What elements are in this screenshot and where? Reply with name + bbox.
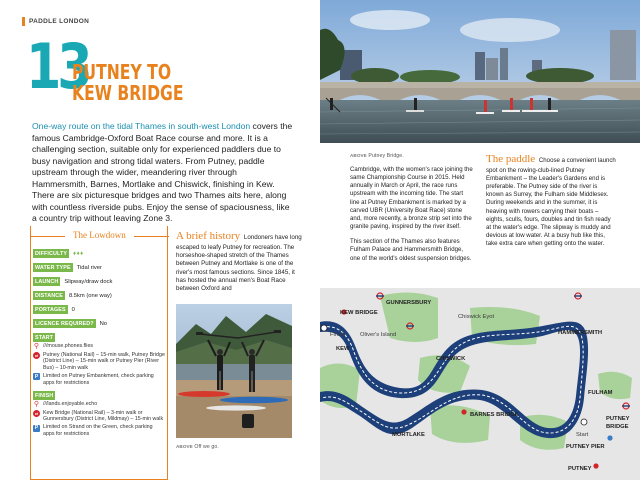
- finish-row: [33, 391, 55, 400]
- chapter-title-line1: PUTNEY TO: [72, 60, 172, 84]
- finish-tag: FINISH: [35, 392, 54, 399]
- map-label-finish: Finish: [330, 332, 346, 338]
- start-marker: [581, 419, 587, 425]
- rail-icon: [461, 409, 466, 414]
- lowdown-header: [31, 230, 169, 242]
- history-section: [176, 229, 304, 294]
- distance-row: [33, 291, 112, 300]
- start-item-text: ///mouse.phones.flies: [43, 343, 94, 349]
- finish-items: [33, 401, 165, 439]
- caption-text: Off we go.: [194, 444, 219, 450]
- parking-icon: P: [34, 424, 39, 431]
- map-label-putney: PUTNEY: [568, 466, 592, 472]
- portages-tag: PORTAGES: [35, 306, 66, 313]
- licence-row: [33, 319, 107, 328]
- intro-body: covers the famous Cambridge-Oxford Boat Race course and more. It is a challenging section, suitable only for experienced paddlers due to busy navigation and strong tidal waters. From Putney, paddle upstream through the wider, meandering river through Hammersmith, Barnes, Mortlake and Chiswick, finishing in Kew. There are six picturesque bridges and two Thames aits here, along with countless riverside pubs. Enjoy the sense of spaciousness, like a country trip without leaving Zone 3.: [32, 121, 293, 224]
- parking-icon: P: [34, 373, 39, 380]
- start-row: [33, 333, 55, 342]
- launch-value: Slipway/draw dock: [64, 278, 113, 285]
- finish-item-text: Kew Bridge (National Rail) – 3-min walk or Gunnersbury (District Line, Mildmay) – 15-min walk: [43, 409, 164, 423]
- caption-label: ABOVE: [176, 444, 193, 449]
- difficulty-icons: ♦♦♦: [73, 250, 84, 257]
- list-item: [33, 343, 165, 351]
- start-item-text: Putney (National Rail) – 15-min walk, Putney Bridge (District Line) – 15-min walk or Putney Pier (River Bus) – 10-min walk: [43, 351, 165, 372]
- water-type-value: Tidal river: [76, 264, 102, 271]
- map-label-fulham: FULHAM: [588, 390, 613, 396]
- paddlers-photo: [176, 304, 292, 438]
- distance-tag: DISTANCE: [35, 292, 63, 299]
- map-label-hammersmith: HAMMERSMITH: [558, 330, 603, 336]
- map-label-putney-bridge-1: PUTNEY: [606, 416, 630, 422]
- text-column-2: [486, 152, 616, 248]
- licence-value: No: [99, 320, 108, 327]
- list-item: [33, 424, 165, 438]
- list-item: [33, 401, 165, 409]
- difficulty-row: [33, 249, 84, 258]
- water-type-tag: WATER TYPE: [35, 264, 71, 271]
- paddle-text: Choose a convenient launch spot on the rowing-club-lined Putney Embankment – the Leader's Gardens end is preferable. The Putney side of the river is known as Surrey, the Fulham side Middlesex. During weekends and in the summer, it is heaving with rowers carrying their boats – eights, sculls, fours, doubles and tin fish ready at the water's edge. The slipway is muddy and devious at low water. At a busy hub like this, take extra care when getting onto the water.: [486, 157, 616, 248]
- portages-row: [33, 305, 75, 314]
- chapter-number: 13: [26, 30, 89, 103]
- caption-text: Putney Bridge.: [368, 153, 404, 159]
- start-items: [33, 343, 165, 387]
- launch-tag: LAUNCH: [35, 278, 59, 285]
- running-head: [22, 17, 89, 26]
- map-label-gunnersbury: GUNNERSBURY: [386, 300, 432, 306]
- start-item-text: Limited on Putney Embankment, check parking apps for restrictions: [43, 372, 154, 386]
- rail-icon: ⇄: [34, 410, 39, 416]
- history-text: Londoners have long escaped to leafy Putney for recreation. The horseshoe-shaped stretch of the Thames between Putney and Mortlake is one of the river's most famous sections. Since 1845, it has hosted the annual men's Boat Race between Oxford and: [176, 234, 302, 293]
- photo-caption-top: [350, 153, 404, 159]
- text-column-1: [350, 166, 474, 270]
- paddle-heading: The paddle: [486, 153, 536, 165]
- finish-item-text: Limited on Strand on the Green, check parking apps for restrictions: [43, 424, 153, 437]
- running-head-marker: [22, 17, 25, 26]
- map-label-chiswick-eyot: Chiswick Eyot: [458, 314, 495, 320]
- caption-label: ABOVE: [350, 153, 367, 158]
- distance-value: 8.5km (one way): [68, 292, 112, 299]
- list-item: [33, 410, 165, 424]
- rail-icon: ⇄: [34, 352, 39, 358]
- difficulty-tag: DIFFICULTY: [35, 250, 68, 257]
- finish-item-text: ///lands.enjoyable.echo: [43, 401, 98, 407]
- map-label-kew: KEW: [336, 346, 350, 352]
- rail-icon: [593, 463, 598, 468]
- lowdown-title: The Lowdown: [65, 230, 134, 240]
- finish-marker: [321, 325, 327, 331]
- launch-row: [33, 277, 112, 286]
- map-label-chiswick: CHISWICK: [436, 356, 466, 362]
- chapter-title: [72, 62, 184, 104]
- start-tag: START: [35, 334, 54, 341]
- map-label-barnes-bridge: BARNES BRIDGE: [470, 412, 519, 418]
- history-bridge-paragraph: This section of the Thames also features Fulham Palace and Hammersmith Bridge, one of the world's oldest suspension bridges.: [350, 238, 472, 262]
- running-head-text: PADDLE LONDON: [29, 18, 90, 25]
- map-label-mortlake: MORTLAKE: [392, 432, 425, 438]
- map-label-start: Start: [576, 432, 589, 438]
- licence-tag: LICENCE REQUIRED?: [35, 320, 94, 327]
- map-label-olivers-island: Oliver's Island: [360, 332, 397, 338]
- chapter-title-line2: KEW BRIDGE: [72, 81, 184, 106]
- map-label-putney-pier: PUTNEY PIER: [566, 444, 605, 450]
- pier-icon: [607, 435, 612, 440]
- map-label-kew-bridge: KEW BRIDGE: [340, 310, 378, 316]
- history-continued-paragraph: Cambridge, with the women's race joining the same Championship Course in 2015. Held annually in March or April, the race runs upstream with the incoming tide. The start line at Putney Embankment is marked by a carved UBR (University Boat Race) stone and, more recently, a bronze strip set into the granite paving, inspired by the river itself.: [350, 166, 473, 231]
- water-type-row: [33, 263, 102, 272]
- history-heading: A brief history: [176, 230, 241, 242]
- lowdown-box: [30, 226, 168, 480]
- right-page: [320, 0, 640, 480]
- location-pin-icon: ⚲: [33, 342, 40, 350]
- intro-paragraph: [32, 121, 294, 225]
- list-item: [33, 352, 165, 372]
- location-pin-icon: ⚲: [33, 400, 40, 408]
- intro-lead: One-way route on the tidal Thames in south-west London: [32, 121, 251, 131]
- route-map: [320, 288, 640, 480]
- portages-value: 0: [71, 306, 75, 313]
- list-item: [33, 373, 165, 387]
- photo-caption-left: [176, 444, 219, 450]
- putney-bridge-photo: [320, 0, 640, 143]
- map-label-putney-bridge-2: BRIDGE: [606, 424, 629, 430]
